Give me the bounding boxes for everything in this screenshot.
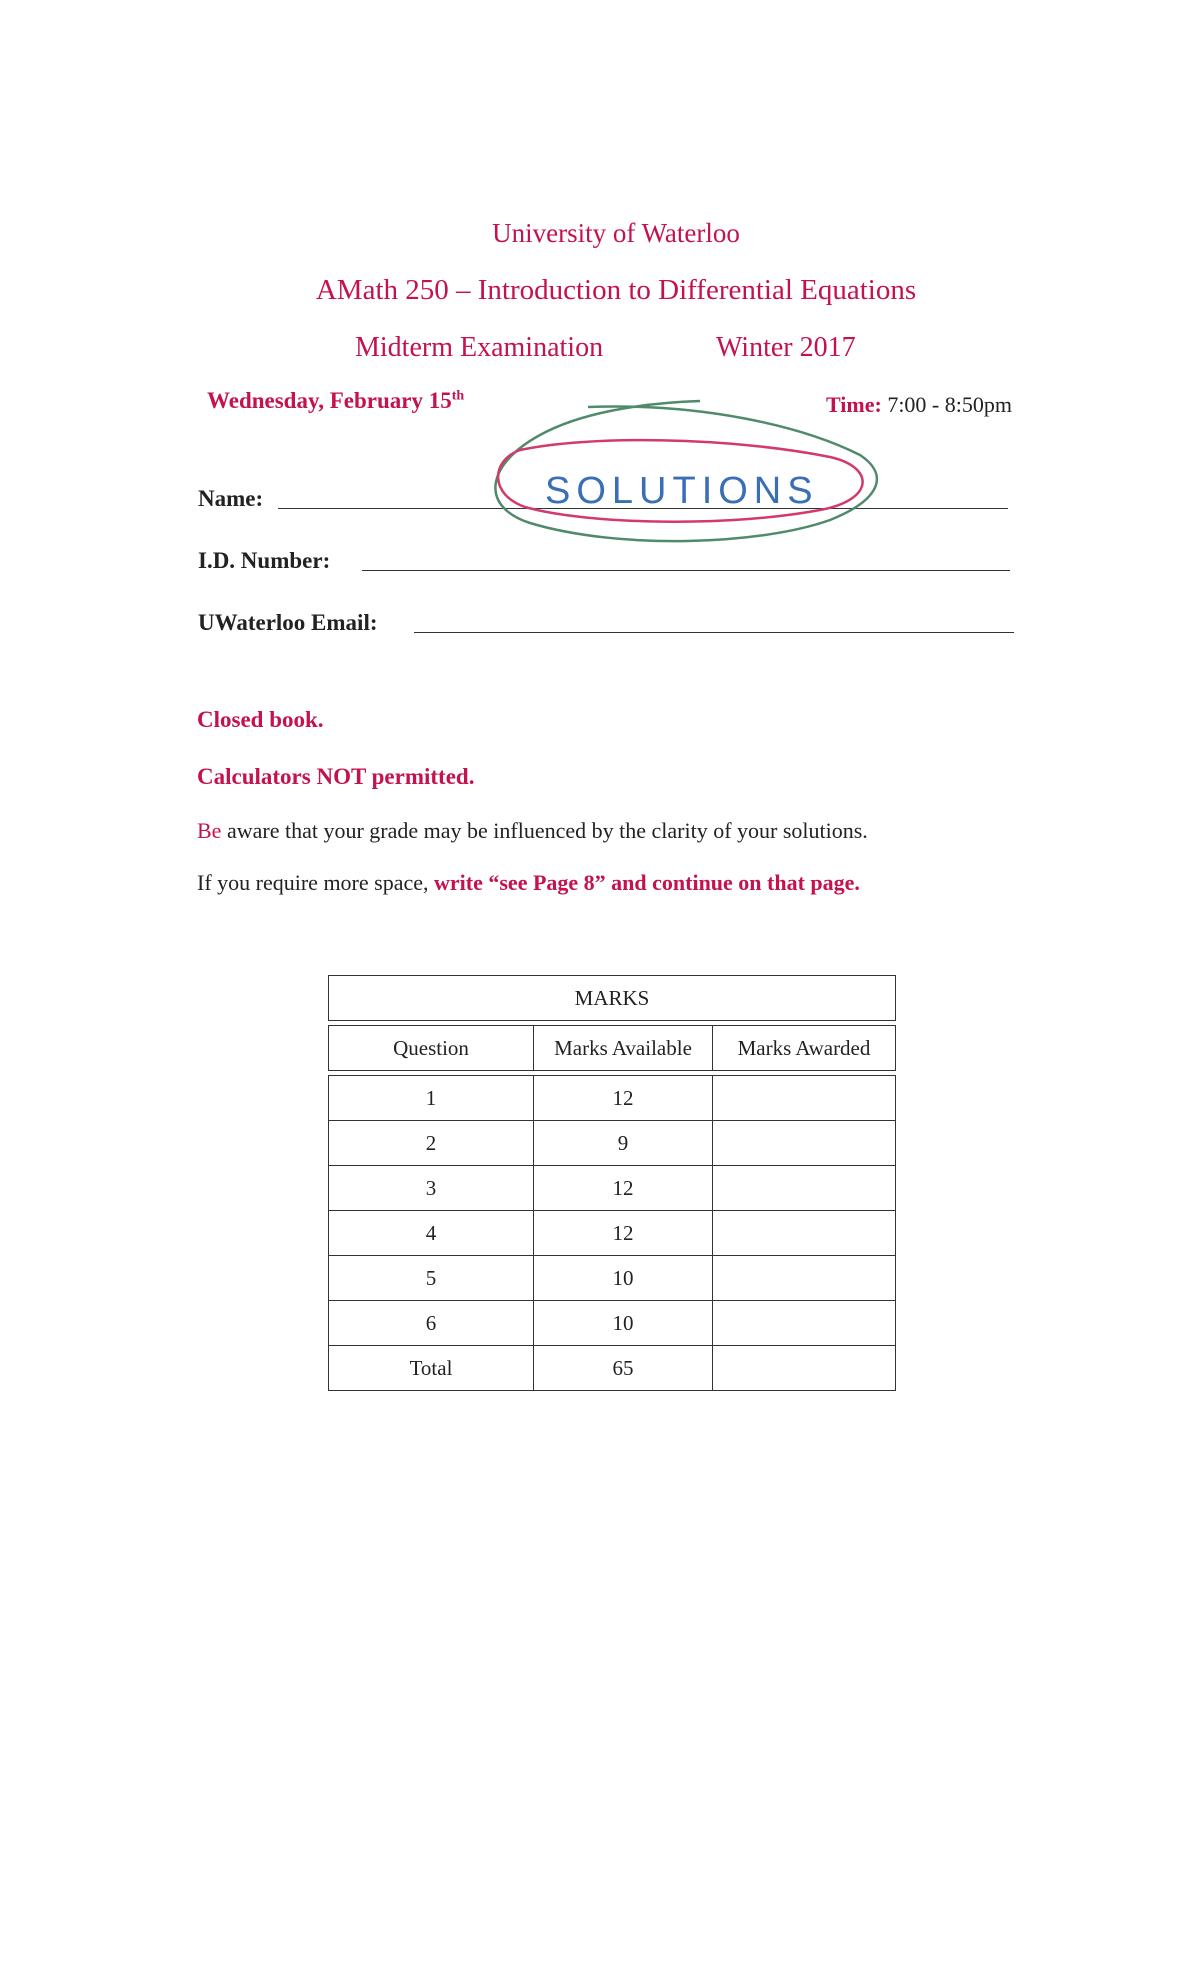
question-cell: Total	[329, 1346, 534, 1391]
exam-date-suffix: th	[451, 388, 465, 404]
clarity-note-first: Be	[197, 818, 222, 843]
space-note	[197, 870, 860, 896]
table-row-total	[329, 1346, 896, 1391]
space-note-red: write “see Page 8” and continue on that page.	[434, 870, 860, 895]
marks-title-row	[329, 976, 896, 1021]
closed-book-note: Closed book.	[197, 707, 324, 732]
question-cell: 5	[329, 1256, 534, 1301]
awarded-cell	[713, 1301, 896, 1346]
awarded-cell	[713, 1346, 896, 1391]
time-value: 7:00 - 8:50pm	[887, 392, 1012, 417]
column-header-awarded: Marks Awarded	[713, 1026, 896, 1071]
question-cell: 2	[329, 1121, 534, 1166]
clarity-note	[197, 818, 868, 844]
column-header-question: Question	[329, 1026, 534, 1071]
available-cell: 12	[534, 1076, 713, 1121]
university-title: University of Waterloo	[492, 218, 740, 248]
table-row	[329, 1076, 896, 1121]
calculators-note: Calculators NOT permitted.	[197, 764, 475, 789]
table-row	[329, 1301, 896, 1346]
question-cell: 4	[329, 1211, 534, 1256]
space-note-plain: If you require more space,	[197, 870, 435, 895]
course-title: AMath 250 – Introduction to Differential Equations	[315, 274, 917, 306]
table-row	[329, 1121, 896, 1166]
solutions-annotation	[470, 395, 890, 565]
question-cell: 3	[329, 1166, 534, 1211]
exam-term: Winter 2017	[716, 332, 856, 363]
awarded-cell	[713, 1256, 896, 1301]
solutions-handwriting: SOLUTIONS	[545, 470, 819, 512]
awarded-cell	[713, 1166, 896, 1211]
marks-title: MARKS	[329, 976, 896, 1021]
available-cell: 10	[534, 1256, 713, 1301]
available-cell: 65	[534, 1346, 713, 1391]
available-cell: 12	[534, 1211, 713, 1256]
available-cell: 12	[534, 1166, 713, 1211]
exam-date-text: Wednesday, February 15	[207, 388, 452, 413]
awarded-cell	[713, 1121, 896, 1166]
awarded-cell	[713, 1211, 896, 1256]
name-label: Name:	[198, 486, 264, 511]
question-cell: 1	[329, 1076, 534, 1121]
awarded-cell	[713, 1076, 896, 1121]
email-underline	[414, 632, 1014, 633]
table-row	[329, 1211, 896, 1256]
clarity-note-rest: aware that your grade may be influenced by the clarity of your solutions.	[221, 818, 868, 843]
id-underline	[362, 570, 1010, 571]
exam-type: Midterm Examination	[355, 332, 604, 363]
table-row	[329, 1256, 896, 1301]
time-label: Time:	[826, 392, 882, 417]
email-label: UWaterloo Email:	[198, 610, 378, 635]
marks-header-row	[329, 1026, 896, 1071]
column-header-available: Marks Available	[534, 1026, 713, 1071]
available-cell: 10	[534, 1301, 713, 1346]
available-cell: 9	[534, 1121, 713, 1166]
exam-date	[207, 388, 464, 414]
marks-table	[328, 975, 896, 1391]
question-cell: 6	[329, 1301, 534, 1346]
table-row	[329, 1166, 896, 1211]
id-label: I.D. Number:	[198, 548, 331, 573]
